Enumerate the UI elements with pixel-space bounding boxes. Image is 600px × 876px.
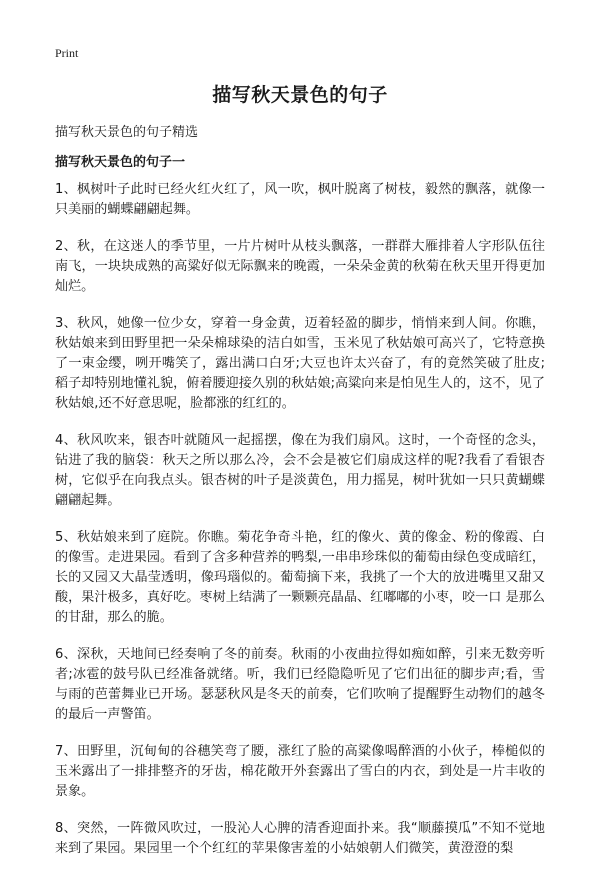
print-link[interactable]: Print	[55, 46, 79, 60]
paragraph: 4、秋风吹来，银杏叶就随风一起摇摆，像在为我们扇风。这时，一个奇怪的念头，钻进了我的脑袋：秋天之所以那么冷，会不会是被它们扇成这样的呢?我看了看银杏树，它似乎在向我点头。银杏树的叶子是淡黄色，用力摇晃，树叶犹如一只只黄蝴蝶翩翩起舞。	[55, 433, 545, 508]
paragraph: 5、秋姑娘来到了庭院。你瞧。菊花争奇斗艳，红的像火、黄的像金、粉的像霞、白的像雪。走进果园。看到了含多种营养的鸭梨,一串串珍珠似的葡萄由绿色变成暗红，长的又园又大晶莹透明，像玛瑙似的。葡萄摘下来，我挑了一个大的放进嘴里又甜又酸，果汁极多，真好吃。枣树上结满了一颗颗亮晶晶、红嘟嘟的小枣，咬一口 是那么的甘甜，那么的脆。	[55, 530, 545, 625]
document-subtitle: 描写秋天景色的句子精选	[55, 125, 199, 140]
section-heading: 描写秋天景色的句子一	[55, 155, 186, 170]
paragraph: 6、深秋，天地间已经奏响了冬的前奏。秋雨的小夜曲拉得如痴如醉，引来无数旁听者;冰雹的鼓号队已经准备就绪。听，我们已经隐隐听见了它们出征的脚步声;看，雪与雨的芭蕾舞业已开场。瑟瑟秋风是冬天的前奏，它们吹响了提醒野生动物们的越冬的最后一声警笛。	[55, 647, 545, 722]
paragraph: 7、田野里，沉甸甸的谷穗笑弯了腰，涨红了脸的高粱像喝醉酒的小伙子，棒槌似的玉米露出了一排排整齐的牙齿，棉花敞开外套露出了雪白的内衣，到处是一片丰收的景象。	[55, 744, 545, 799]
paragraph: 1、枫树叶子此时已经火红火红了，风一吹，枫叶脱离了树枝，毅然的飘落，就像一只美丽的蝴蝶翩翩起舞。	[55, 182, 545, 217]
paragraph: 8、突然，一阵微风吹过，一股沁人心脾的清香迎面扑来。我“顺藤摸瓜”不知不觉地来到了果园。果园里一个个红红的苹果像害羞的小姑娘朝人们微笑，黄澄澄的梨	[55, 821, 545, 856]
paragraph: 2、秋，在这迷人的季节里，一片片树叶从枝头飘落，一群群大雁排着人字形队伍往南飞，一块块成熟的高粱好似无际飘来的晚霞，一朵朵金黄的秋菊在秋天里开得更加灿烂。	[55, 239, 545, 294]
article-body	[55, 180, 545, 876]
page-title: 描写秋天景色的句子	[212, 84, 388, 106]
paragraph: 3、秋风，她像一位少女，穿着一身金黄，迈着轻盈的脚步，悄悄来到人间。你瞧，秋姑娘来到田野里把一朵朵棉球染的洁白如雪，玉米见了秋姑娘可高兴了，它特意换了一束金缨，咧开嘴笑了，露出满口白牙;大豆也许太兴奋了，有的竟然笑破了肚皮;稻子却特别地懂礼貌，俯着腰迎接久别的秋姑娘;高粱向来是怕见生人的，这不，见了秋姑娘,还不好意思呢，脸都涨的红红的。	[55, 316, 545, 411]
